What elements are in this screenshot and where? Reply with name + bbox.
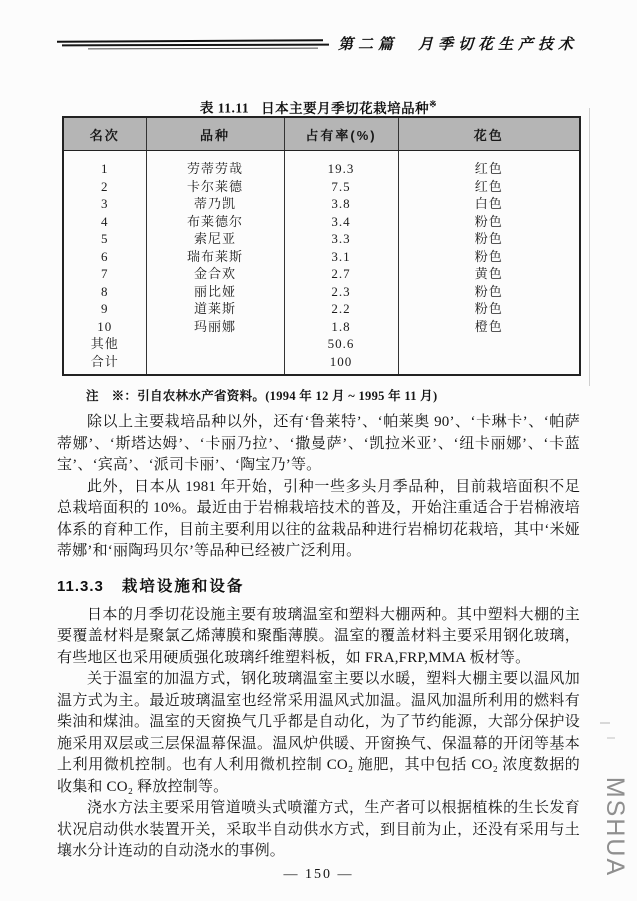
running-head bbox=[0, 0, 637, 60]
table-cell: 1.8 bbox=[284, 318, 398, 336]
table-caption-reference-mark: ※ bbox=[429, 99, 438, 109]
watermark bbox=[555, 767, 637, 887]
paragraph-watering: 浇水方法主要采用管道喷头式喷灌方式，生产者可以根据植株的生长发育状况启动供水装置开关，采取半自动供水方式，到目前为止，还没有采用与土壤水分计连动的自动浇水的事例。 bbox=[57, 800, 580, 859]
table-cell: 黄色 bbox=[398, 265, 580, 283]
table-cell: 10 bbox=[97, 318, 113, 334]
paragraph-spray-roses: 此外，日本从 1981 年开始，引种一些多头月季品种，目前栽培面积不足总栽培面积的 10%。最近由于岩棉栽培技术的普及，开始注重适合于岩棉液培体系的育种工作，目前主要利用以往的盆栽品种进行岩棉切花栽培，其中‘米娅蒂娜’和‘丽陶玛贝尔’等品种已经被广泛利用。 bbox=[57, 478, 580, 559]
table-cell: 3.1 bbox=[284, 248, 398, 266]
table-cell: 6 bbox=[101, 248, 109, 264]
table-cell: 道莱斯 bbox=[146, 300, 284, 318]
table-caption-number: 表 11.11 bbox=[199, 100, 250, 116]
header-rule bbox=[57, 39, 323, 43]
table-cell bbox=[398, 353, 580, 376]
table-cell: 白色 bbox=[398, 195, 580, 213]
scan-artifact-line bbox=[589, 108, 590, 386]
table-cell: 粉色 bbox=[398, 213, 580, 231]
table-cell: 8 bbox=[101, 283, 109, 299]
table-row bbox=[63, 195, 580, 213]
table-cell: 9 bbox=[101, 301, 109, 316]
section-title: 栽培设施和设备 bbox=[121, 577, 245, 595]
table-cell: 5 bbox=[101, 231, 109, 246]
table-caption bbox=[0, 94, 637, 114]
table-cell: 3 bbox=[101, 196, 109, 211]
paragraph-heating: 关于温室的加温方式，钢化玻璃温室主要以水暖，塑料大棚主要以温风加温方式为主。最近玻璃温室也经常采用温风式加温。温风加温所利用的燃料有柴油和煤油。温室的天窗换气几乎都是自动化，为了节约能源，大部分保护设施采用双层或三层保温幕保温。温风炉供暖、开窗换气、保温幕的开闭等基本上利用微机控制。也有人利用微机控制 CO₂ 施肥，其中包括 CO₂ 浓度数据的收集和 CO₂ 释放控制等。 bbox=[57, 671, 580, 795]
table-cell: 7.5 bbox=[284, 178, 398, 196]
table-cell: 劳蒂劳哉 bbox=[146, 151, 284, 178]
varieties-table bbox=[62, 116, 581, 376]
table-cell: 粉色 bbox=[398, 248, 580, 266]
header-rule bbox=[88, 47, 318, 49]
section-heading bbox=[57, 576, 580, 598]
table-cell: 3.8 bbox=[284, 195, 398, 213]
table-cell: 2.3 bbox=[284, 283, 398, 301]
table-row bbox=[63, 213, 580, 231]
table-cell: 其他 bbox=[90, 336, 119, 351]
table-cell: 1 bbox=[101, 161, 109, 176]
table-cell: 100 bbox=[284, 353, 398, 376]
table-cell: 50.6 bbox=[284, 335, 398, 353]
table-cell: 2 bbox=[101, 178, 109, 194]
table-cell bbox=[146, 335, 284, 353]
table-cell: 索尼亚 bbox=[146, 230, 284, 248]
table-cell: 红色 bbox=[398, 151, 580, 178]
paragraph-other-varieties: 除以上主要栽培品种以外，还有‘鲁莱特’、‘帕莱奥 90’、‘卡琳卡’、‘帕萨蒂娜’、‘斯塔达姆’、‘卡丽乃拉’、‘撒曼萨’、‘凯拉米亚’、‘纽卡丽娜’、‘卡蓝宝’、‘宾高’、‘派司卡丽’、‘陶宝乃’等。 bbox=[57, 414, 580, 473]
table-cell: 合计 bbox=[90, 353, 119, 369]
table-row bbox=[63, 151, 580, 178]
section-number: 11.3.3 bbox=[57, 577, 104, 595]
table-row bbox=[63, 265, 580, 283]
table-cell: 7 bbox=[101, 266, 109, 281]
table-row bbox=[63, 283, 580, 301]
table-cell: 19.3 bbox=[284, 151, 398, 178]
chapter-title: 第二篇 月季切花生产技术 bbox=[338, 36, 579, 53]
table-row bbox=[63, 230, 580, 248]
table-row-others bbox=[63, 335, 580, 353]
column-header-variety: 品种 bbox=[146, 117, 284, 151]
table-cell: 橙色 bbox=[398, 318, 580, 336]
table-cell: 粉色 bbox=[398, 230, 580, 248]
table-header-row bbox=[63, 117, 580, 151]
column-header-color: 花色 bbox=[398, 117, 580, 151]
table-cell: 卡尔莱德 bbox=[146, 178, 284, 196]
header-rule bbox=[62, 44, 329, 47]
body-text bbox=[57, 412, 580, 863]
column-header-share: 占有率(%) bbox=[284, 117, 398, 151]
table-cell: 丽比娅 bbox=[146, 283, 284, 301]
table-cell: 2.7 bbox=[284, 265, 398, 283]
table-cell bbox=[146, 353, 284, 376]
scan-artifact-dash bbox=[600, 722, 610, 724]
table-cell: 瑞布莱斯 bbox=[146, 248, 284, 266]
table-footnote: 注 ※：引自农林水产省资料。(1994 年 12 月 ~ 1995 年 11 月) bbox=[86, 389, 438, 403]
table-caption-title: 日本主要月季切花栽培品种 bbox=[261, 100, 430, 116]
table-row-total bbox=[63, 353, 580, 376]
table-cell: 红色 bbox=[398, 178, 580, 196]
table-cell: 4 bbox=[101, 213, 109, 229]
column-header-rank: 名次 bbox=[63, 117, 146, 151]
table-row bbox=[63, 248, 580, 266]
table-cell bbox=[398, 335, 580, 353]
table-row bbox=[63, 300, 580, 318]
table-cell: 金合欢 bbox=[146, 265, 284, 283]
scan-artifact-dash bbox=[607, 737, 615, 739]
table-cell: 蒂乃凯 bbox=[146, 195, 284, 213]
table-row bbox=[63, 178, 580, 196]
page-number: — 150 — bbox=[283, 866, 354, 882]
table-cell: 粉色 bbox=[398, 283, 580, 301]
table-cell: 3.4 bbox=[284, 213, 398, 231]
table-cell: 3.3 bbox=[284, 230, 398, 248]
table-row bbox=[63, 318, 580, 336]
watermark-text: MSHUA bbox=[601, 776, 630, 878]
table-cell: 玛丽娜 bbox=[146, 318, 284, 336]
table-cell: 布莱德尔 bbox=[146, 213, 284, 231]
table-cell: 2.2 bbox=[284, 300, 398, 318]
table-cell: 粉色 bbox=[398, 300, 580, 318]
paragraph-facilities: 日本的月季切花设施主要有玻璃温室和塑料大棚两种。其中塑料大棚的主要覆盖材料是聚氯乙烯薄膜和聚酯薄膜。温室的覆盖材料主要采用钢化玻璃，有些地区也采用硬质强化玻璃纤维塑料板，如 FRA,FRP,MMA 板材等。 bbox=[57, 606, 580, 666]
